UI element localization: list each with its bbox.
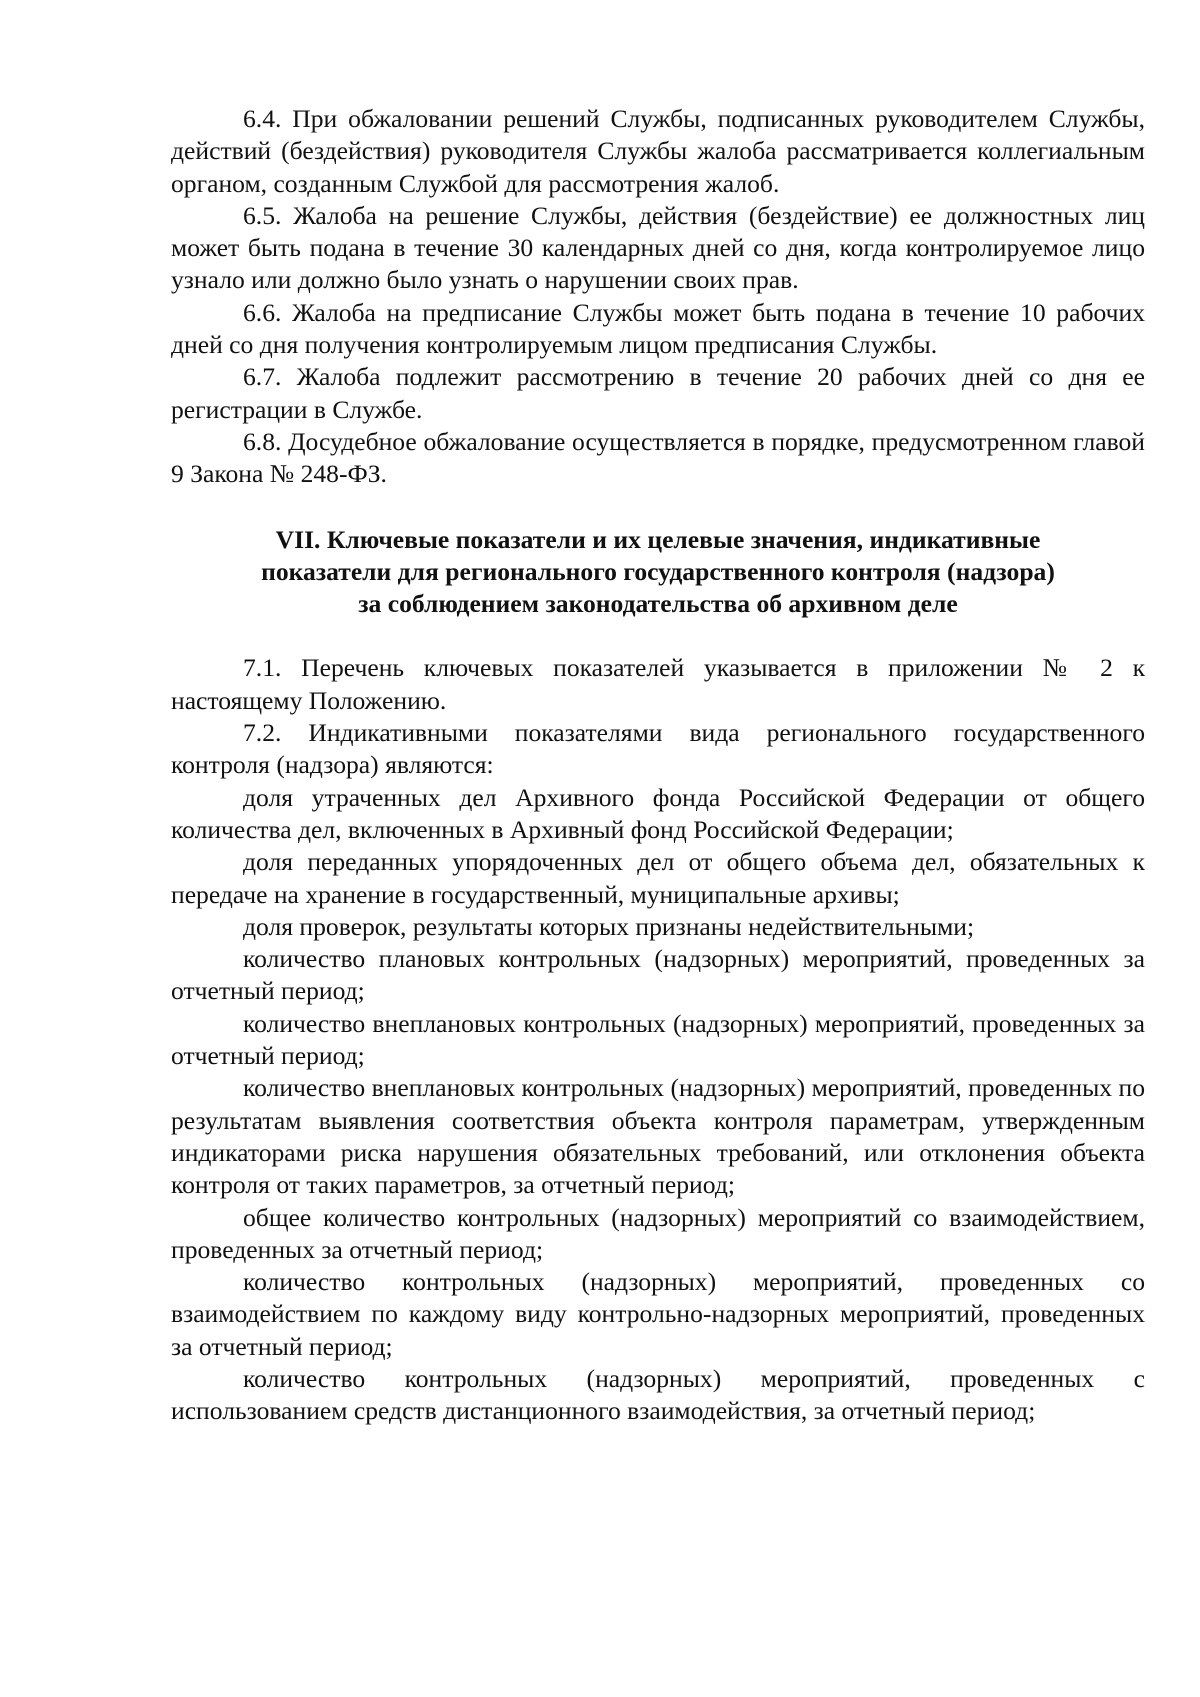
indicator-item: количество внеплановых контрольных (надзорных) мероприятий, проведенных по результатам выявления соответствия объекта контроля параметрам, утвержденным индикаторами риска нарушения обязательных требований, или отклонения объекта контроля от таких параметров, за отчетный период;	[171, 1073, 1145, 1200]
paragraph-6-7: 6.7. Жалоба подлежит рассмотрению в течение 20 рабочих дней со дня ее регистрации в Службе.	[171, 362, 1145, 424]
paragraph-6-5: 6.5. Жалоба на решение Службы, действия (бездействие) ее должностных лиц может быть подана в течение 30 календарных дней со дня, когда контролируемое лицо узнало или должно было узнать о нарушении своих прав.	[171, 200, 1145, 295]
section-7-heading-line-2: показатели для регионального государственного контроля (надзора)	[261, 556, 1055, 586]
document-page	[171, 103, 1145, 1428]
indicator-item: доля проверок, результаты которых признаны недействительными;	[243, 911, 975, 941]
section-7-heading-line-3: за соблюдением законодательства об архивном деле	[358, 589, 958, 619]
paragraph-7-2: 7.2. Индикативными показателями вида регионального государственного контроля (надзора) являются:	[171, 718, 1145, 780]
paragraph-6-4: 6.4. При обжаловании решений Службы, подписанных руководителем Службы, действий (бездействия) руководителя Службы жалоба рассматривается коллегиальным органом, созданным Службой для рассмотрения жалоб.	[171, 104, 1145, 198]
indicator-item: доля утраченных дел Архивного фонда Российской Федерации от общего количества дел, включенных в Архивный фонд Российской Федерации;	[171, 782, 1145, 844]
paragraph-7-1: 7.1. Перечень ключевых показателей указывается в приложении № 2 к настоящему Положению.	[171, 653, 1145, 715]
indicator-item: количество контрольных (надзорных) мероприятий, проведенных с использованием средств дистанционного взаимодействия, за отчетный период;	[171, 1363, 1145, 1426]
indicator-item: количество внеплановых контрольных (надзорных) мероприятий, проведенных за отчетный период;	[171, 1008, 1145, 1071]
section-7-heading	[171, 524, 1145, 621]
indicator-item: количество плановых контрольных (надзорных) мероприятий, проведенных за отчетный период;	[171, 944, 1145, 1006]
section-7-heading-line-1: VII. Ключевые показатели и их целевые значения, индикативные	[275, 524, 1041, 554]
paragraph-6-8: 6.8. Досудебное обжалование осуществляется в порядке, предусмотренном главой 9 Закона № 248-ФЗ.	[171, 426, 1145, 489]
indicator-item: общее количество контрольных (надзорных) мероприятий со взаимодействием, проведенных за отчетный период;	[171, 1202, 1145, 1264]
indicator-item: количество контрольных (надзорных) мероприятий, проведенных со взаимодействием по каждому виду контрольно-надзорных мероприятий, проведенных за отчетный период;	[171, 1267, 1145, 1361]
paragraph-6-6: 6.6. Жалоба на предписание Службы может быть подана в течение 10 рабочих дней со дня получения контролируемым лицом предписания Службы.	[171, 297, 1145, 360]
indicator-item: доля переданных упорядоченных дел от общего объема дел, обязательных к передаче на хранение в государственный, муниципальные архивы;	[171, 847, 1145, 909]
